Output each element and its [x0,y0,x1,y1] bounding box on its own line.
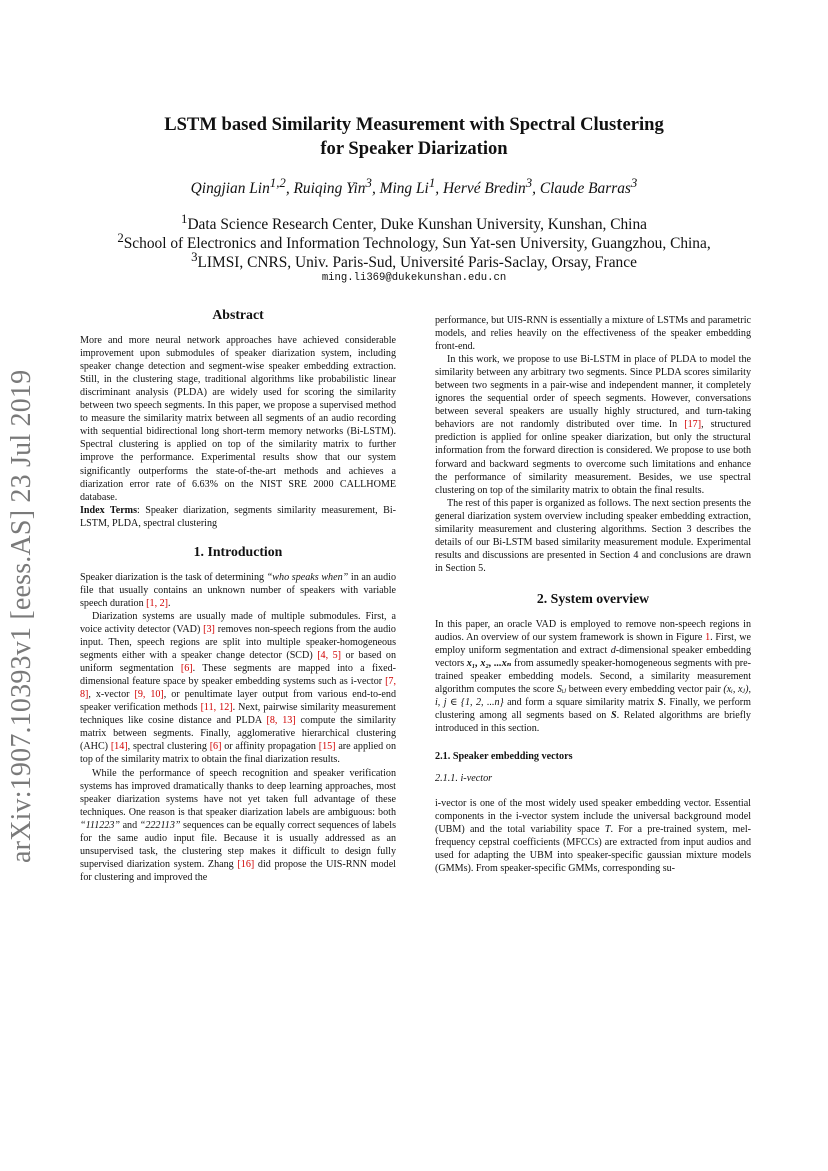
math: d [610,645,616,657]
affiliation-text: Data Science Research Center, Duke Kunshan University, Kunshan, China [187,216,647,234]
abstract-text: More and more neural network approaches have achieved considerable improvement upon submodules of speaker diarization system, including speaker change detection and segment-wise speaker embedding extraction. Still, in the clustering stage, traditional algorithms like probabilistic linear discriminant analysis (PLDA) are widely used for scoring the similarity between two speech segments. In this paper, we propose a supervised method to measure the similarity matrix between all segments of an audio recording with sequential bidirectional long short-term memory networks (Bi-LSTM). Spectral clustering is applied on top of the similarity matrix to further improve the performance. Experimental results show that our system significantly outperforms the state-of-the-art methods and achieves a diarization error rate of 6.63% on the NIST SRE 2000 CALLHOME database. [80,335,396,503]
intro-paragraph-4 [435,353,751,497]
system-overview-paragraph [435,618,751,735]
abstract-heading: Abstract [212,307,264,322]
text: and form a square similarity matrix [503,697,658,709]
text: are applied on top of the similarity matrix to obtain the final diarization results. [80,741,396,766]
text: -dimensional speaker embedding vectors [435,645,752,670]
author-list: Qingjian Lin$^{1,2}$, Ruiqing Yin$^3$, Ming Li$^1$, Hervé Bredin$^3$, Claude Barras$^3$ [190,176,638,198]
citation-link[interactable]: [3] [203,623,215,635]
math: S [610,710,617,722]
text: between every embedding vector pair [566,684,724,696]
text: in an audio file that usually contains an unknown number of speakers with variable speech duration [80,571,396,609]
citation-link[interactable]: [11, 12] [200,702,233,714]
intro-paragraph-3 [80,767,396,884]
math: S [657,697,664,709]
text: . Related algorithms are briefly introduced in this section. [435,710,751,735]
paper-title [100,113,728,160]
citation-link[interactable]: [15] [318,741,336,753]
math: x₁, x₂, ...xₙ [466,658,512,670]
affiliation-text: LIMSI, CNRS, Univ. Paris-Sud, Université Paris-Saclay, Orsay, France [197,254,637,272]
author-name: Ruiqing Yin [293,180,366,198]
text: from assumedly speaker-homogeneous segments with pre-trained speaker embedding models. Second, a similarity measurement algorithm computes the score [435,658,752,696]
text: did propose the UIS-RNN model for clustering and improved the [80,858,396,883]
right-column [435,314,751,875]
section-2-heading: 2. System overview [536,590,650,606]
text: or based on uniform segmentation [80,650,396,675]
text: . Next, pairwise similarity measurement techniques like cosine distance and PLDA [80,702,396,727]
text: Speaker diarization is the task of determining [80,571,267,583]
intro-paragraph-2 [80,610,396,767]
subsubsection-2-1-1-heading: 2.1.1. i-vector [435,773,493,785]
author-name: Hervé Bredin [442,180,526,198]
title-line-1: LSTM based Similarity Measurement with Spectral Clustering [164,114,664,135]
affiliation-text: School of Electronics and Information Technology, Sun Yat-sen University, Guangzhou, China, [123,235,711,253]
text: , or penultimate layer output from various end-to-end speaker verification methods [80,689,396,714]
intro-paragraph-1 [80,571,396,610]
citation-link[interactable]: [14] [110,741,128,753]
citation-link[interactable]: [9, 10] [134,689,164,701]
math: (xᵢ, xⱼ), i, j ∈ {1, 2, ...n} [435,684,751,709]
author-affiliation-mark: 1 [428,176,436,190]
title-line-2: for Speaker Diarization [320,137,508,159]
citation-link[interactable]: [1, 2] [146,597,169,609]
affiliation-mark: 2 [117,231,124,245]
citation-link[interactable]: [6] [180,663,193,675]
quote: “who speaks when” [266,571,349,583]
author-name: Ming Li [379,180,429,198]
text: . First, we employ uniform segmentation and extract [435,632,751,657]
quote: “111223” [80,819,121,831]
author-affiliation-mark: 1,2 [269,176,286,190]
author-affiliation-mark: 3 [525,176,533,190]
text: , spectral clustering [127,741,210,753]
text: While the performance of speech recognition and speaker verification systems has improved dramatically thanks to deep learning approaches, most speaker diarization systems have not yet taken full advantage of these techniques. One reason is that speaker diarization labels are ambiguous: both [80,767,396,818]
text: , x-vector [88,689,135,701]
math: T [604,823,611,835]
citation-link[interactable]: [4, 5] [317,650,342,662]
text: i-vector is one of the most widely used speaker embedding vector. Essential components in the i-vector system include the universal background model (UBM) and the total variability space [435,797,751,835]
affiliation-3 [40,248,788,272]
text: sequences can be equally correct sequences of labels for the same audio input file. Because it is usually addressed as an unsupervised task, the clustering step makes it difficult to design fully supervised diarization system. Zhang [80,819,397,870]
text: . For a pre-trained system, mel-frequency cepstral coefficients (MFCCs) are extracted from input audios and used for adapting the UBM into speaker-specific gaussian mixture models (GMMs). From speaker-specific GMMs, corresponding su- [435,823,751,874]
text: In this paper, an oracle VAD is employed to remove non-speech regions in audios. An overview of our system framework is shown in Figure [435,618,751,644]
affiliation-mark: 3 [191,250,198,264]
author-name: Qingjian Lin [190,180,270,198]
citation-link[interactable]: [16] [237,858,255,870]
text: . Finally, we perform clustering among all segments based on [435,697,751,722]
subsection-2-1-heading: 2.1. Speaker embedding vectors [435,751,573,763]
author-affiliation-mark: 3 [630,176,638,190]
citation-link[interactable]: [8, 13] [266,715,296,727]
text: removes non-speech regions from the audio input. Then, speech regions are split into multiple speaker-homogeneous segments either with a speaker change detector (SCD) [80,623,396,662]
left-column [80,308,396,884]
citation-link[interactable]: [7, 8] [80,676,396,701]
text: . These segments are mapped into a fixed-dimensional feature space by speaker embedding systems such as i-vector [80,663,396,688]
index-terms-list: : Speaker diarization, segments similarity measurement, Bi-LSTM, PLDA, spectral clustering [80,504,396,529]
index-terms-label: Index Terms [80,504,138,516]
ivector-paragraph [435,797,751,875]
text: , structured prediction is applied for online speaker diarization, but only the structural information from the forward direction is considered. We propose to use both forward and backward segments to overcome such limitations and enhance the performance of similarity measurement. Besides, we use spectral clustering on top of the similarity matrix to obtain the final results. [435,419,751,496]
text: In this work, we propose to use Bi-LSTM in place of PLDA to model the similarity between any arbitrary two segments. Since PLDA scores similarity between two segments in a pair-wise and independent manner, it completely ignores the sequential order of speech segments. However, conversations between several speakers are usually highly structured, and turn-taking behaviors are not randomly distributed over time. In [435,354,751,431]
citation-link[interactable]: [6] [209,741,222,753]
text: . [168,597,171,609]
intro-paragraph-3-continued: performance, but UIS-RNN is essentially a mixture of LSTMs and parametric models, and relies heavily on the effectiveness of the speaker embedding front-end. [435,315,751,353]
text: Diarization systems are usually made of multiple submodules. First, a voice activity detector (VAD) [80,610,396,635]
author-name: Claude Barras [539,180,631,198]
figure-link[interactable]: 1 [705,632,711,644]
text: or affinity propagation [221,741,319,753]
contact-email[interactable]: ming.li369@dukekunshan.edu.cn [321,272,507,284]
intro-paragraph-5: The rest of this paper is organized as follows. The next section presents the general diarization system overview including speaker embedding extraction, similarity measurement and clustering algorithms. Section 3 describes the details of our Bi-LSTM based similarity measurement module. Experimental results and discussions are presented in Section 4 and conclusions are drawn in Section 5. [435,497,751,574]
author-affiliation-mark: 3 [365,176,372,190]
section-1-heading: 1. Introduction [193,543,283,559]
affiliation-mark: 1 [181,212,188,226]
text: compute the similarity matrix between segments. Finally, agglomerative hierarchical clustering (AHC) [80,715,396,753]
index-terms [80,504,396,530]
math: Sᵢⱼ [556,684,567,696]
citation-link[interactable]: [17] [684,419,702,431]
text: and [120,819,140,831]
arxiv-identifier-stamp: arXiv:1907.10393v1 [eess.AS] 23 Jul 2019 [6,369,37,863]
quote: “222113” [139,819,181,831]
